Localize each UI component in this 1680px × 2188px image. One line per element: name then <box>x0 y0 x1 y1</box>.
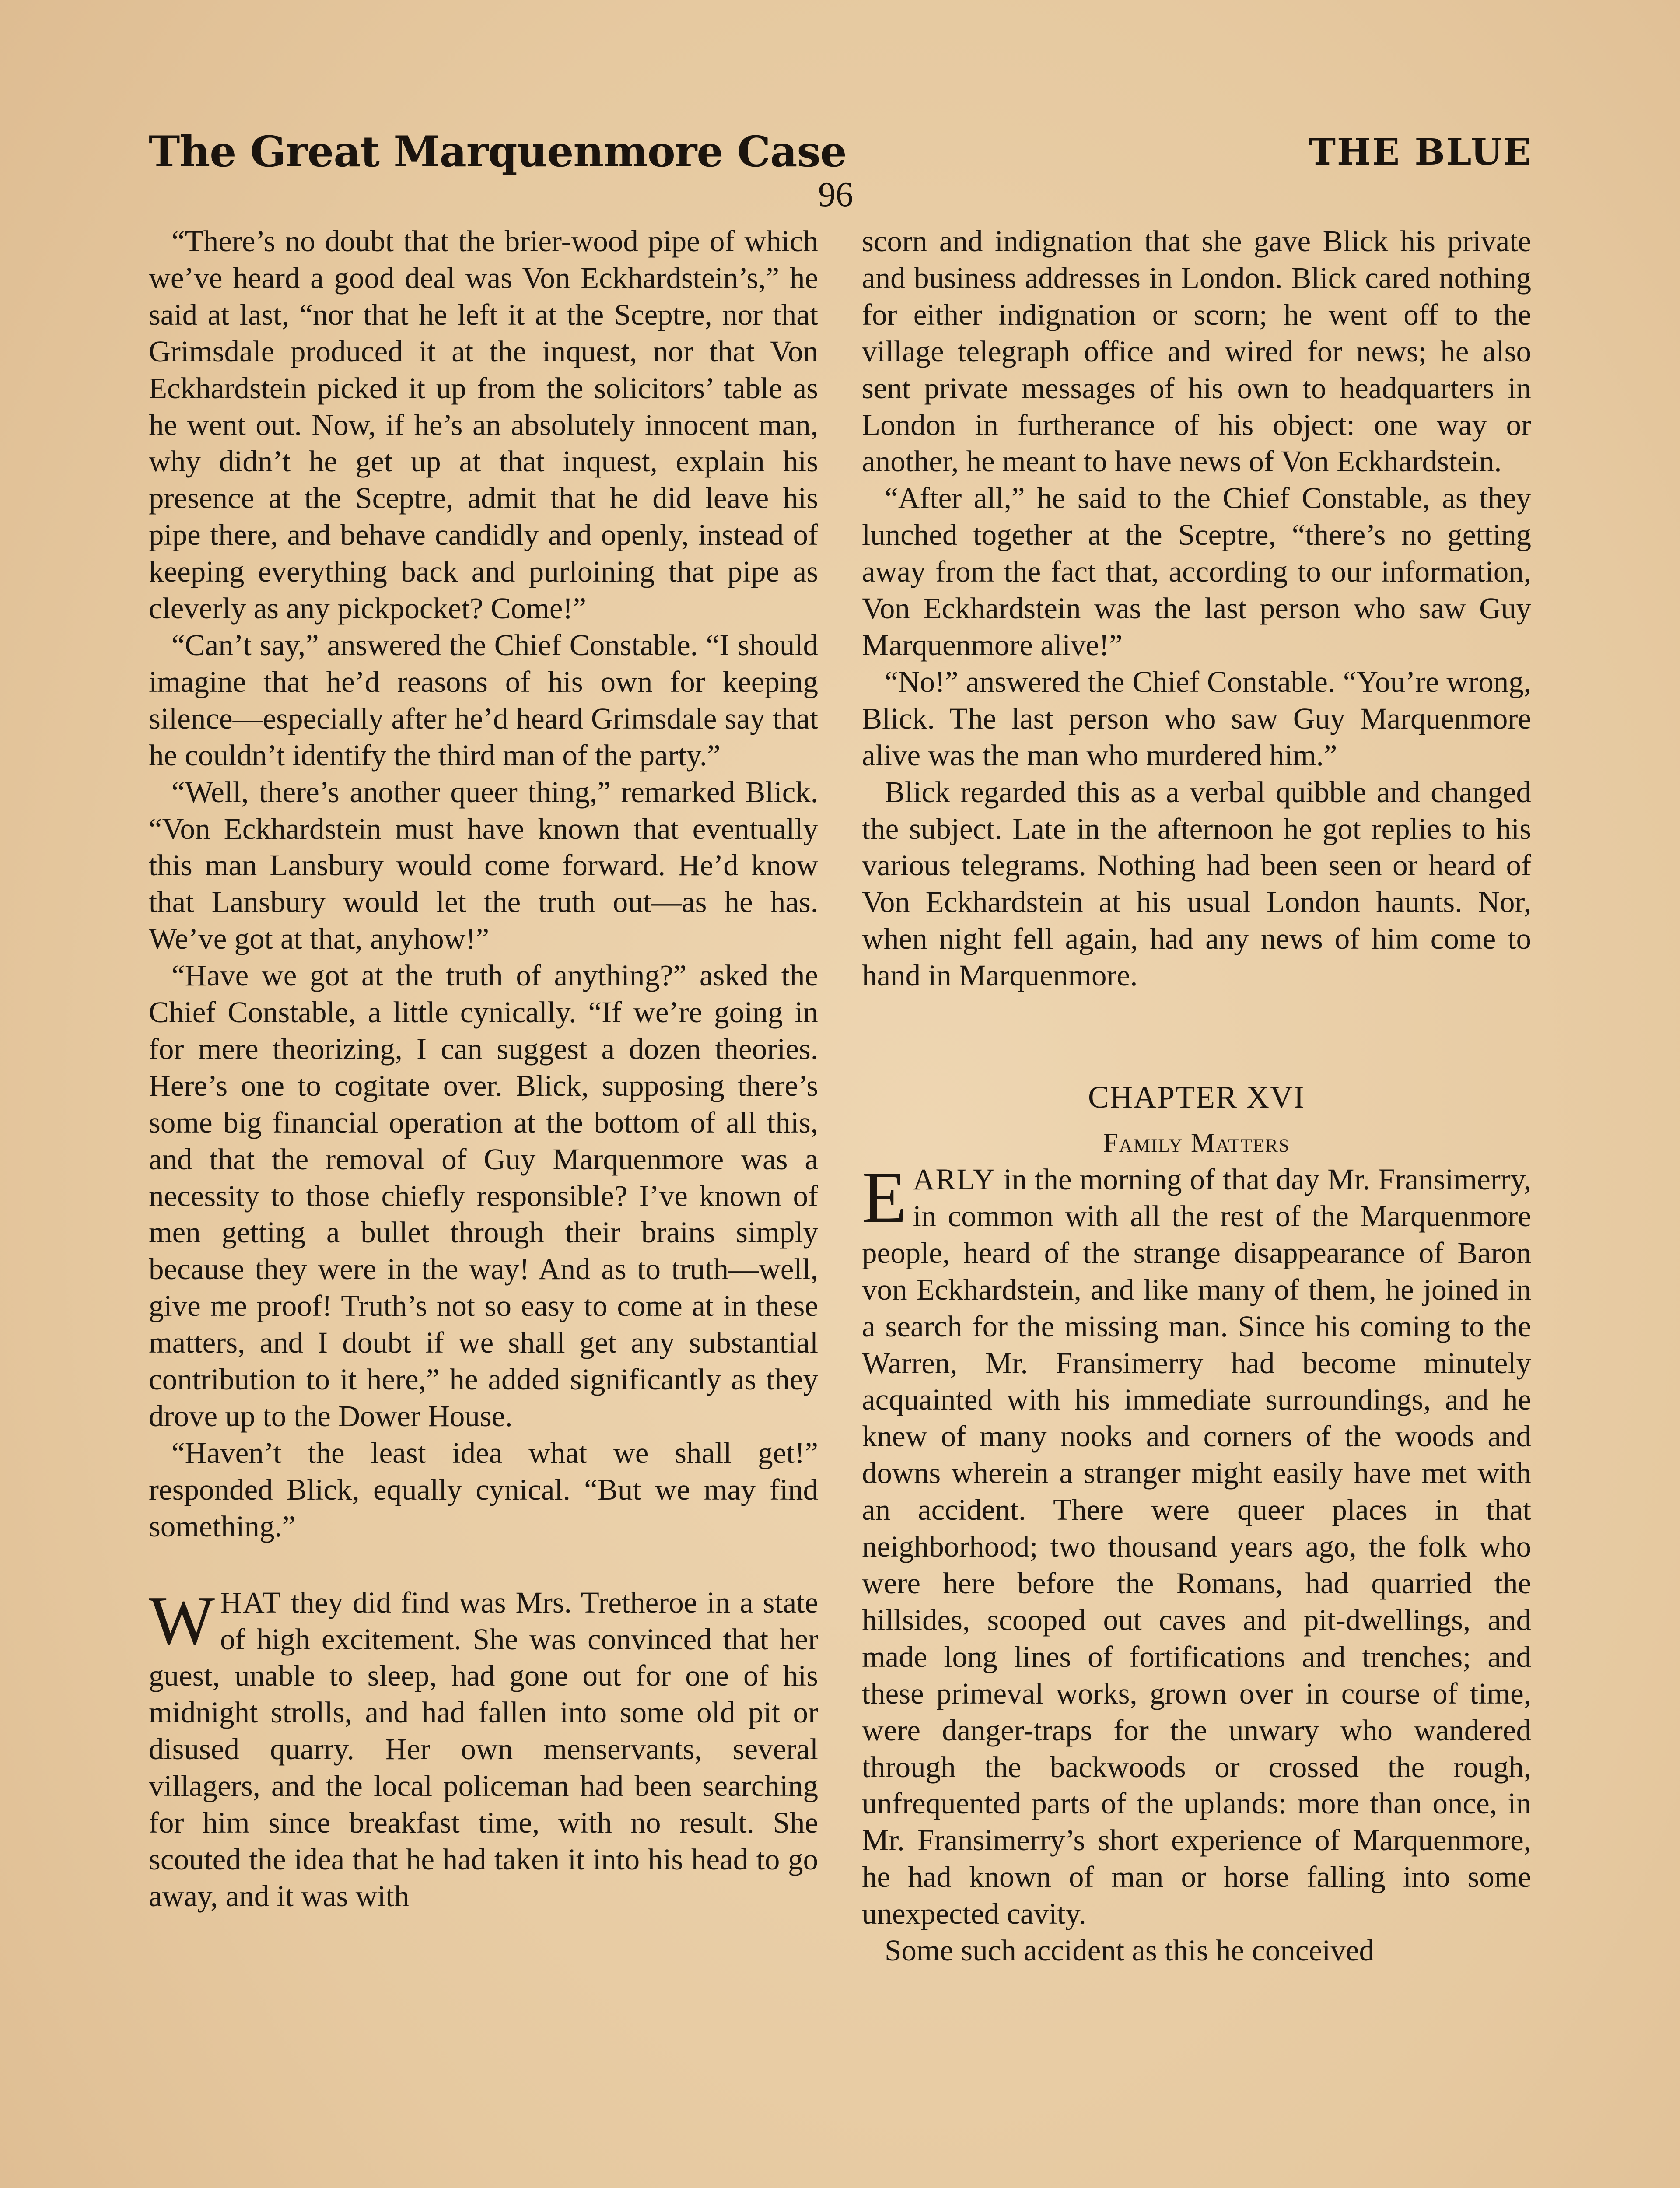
drop-cap-paragraph <box>149 1581 818 1915</box>
paragraph: “Haven’t the least idea what we shall get!” responded Blick, equally cynical. “But we may find something.” <box>149 1436 818 1543</box>
drop-cap-paragraph <box>862 1157 1531 1932</box>
paragraph: Blick regarded this as a verbal quibble and changed the subject. Late in the afternoon he got replies to his various telegrams. Nothing had been seen or heard of Von Eckhardstein at his usual London haunts. Nor, when night fell again, had any news of him come to hand in Marquenmore. <box>862 775 1531 992</box>
section-break <box>149 1545 818 1585</box>
paragraph: “There’s no doubt that the brier-wood pipe of which we’ve heard a good deal was Von Eckhardstein’s,” he said at last, “nor that he left it at the Sceptre, nor that Grimsdale produced it at the inquest, nor that Von Eckhardstein picked it up from the solicitors’ table as he went out. Now, if he’s an absolutely innocent man, why didn’t he get up at that inquest, explain his presence at the Sceptre, admit that he did leave his pipe there, and behave candidly and openly, instead of keeping everything back and purloining that pipe as cleverly as any pickpocket? Come!” <box>149 224 818 625</box>
paragraph: scorn and indignation that she gave Blick his private and business addresses in London. Blick cared nothing for either indignation or scorn; he went off to the village telegraph office and wired for news; he also sent private messages of his own to headquarters in London in furtherance of his object: one way or another, he meant to have news of Von Eckhardstein. <box>862 224 1531 478</box>
paragraph: “No!” answered the Chief Constable. “You’re wrong, Blick. The last person who saw Guy Marquenmore alive was the man who murdered him.” <box>862 665 1531 772</box>
paragraph: “After all,” he said to the Chief Constable, as they lunched together at the Sceptre, “there’s no getting away from the fact that, according to our information, Von Eckhardstein was the last person who saw Guy Marquenmore alive!” <box>862 481 1531 662</box>
running-title: The Great Marquenmore Case <box>149 127 847 176</box>
drop-cap: W <box>149 1581 215 1659</box>
paragraph-text: in the morning of that day Mr. Fransimerry, in common with all the rest of the Marquenmore people, heard of the strange disappearance of Baron von Eckhardstein, and like many of them, he joined in a search for the missing man. Since his coming to the Warren, Mr. Fransimerry had become minutely acquainted with his immediate surroundings, and he knew of many nooks and corners of the woods and downs wherein a stranger might easily have met with an accident. There were queer places in that neighborhood; two thousand years ago, the folk who were here before the Romans, had quarried the hillsides, scooped out caves and pit-dwellings, and made long lines of fortifications and trenches; and these primeval works, grown over in course of time, were danger-traps for the unwary who wandered through the backwoods or crossed the rough, unfrequented parts of the uplands: more than once, in Mr. Fransimerry’s short experience of Marquenmore, he had known of man or horse falling into some unexpected cavity. <box>862 1163 1531 1931</box>
right-column <box>862 223 1531 1969</box>
page-number: 96 <box>818 175 853 214</box>
chapter-heading: CHAPTER XVI <box>1088 1080 1305 1115</box>
paragraph: “Can’t say,” answered the Chief Constable. “I should imagine that he’d reasons of his own for keeping silence—especially after he’d heard Grimsdale say that he couldn’t identify the third man of the party.” <box>149 628 818 772</box>
paragraph: Some such accident as this he conceived <box>885 1934 1374 1967</box>
chapter-subtitle: Family Matters <box>1103 1128 1290 1158</box>
paragraph: “Well, there’s another queer thing,” remarked Blick. “Von Eckhardstein must have known that eventually this man Lansbury would come forward. He’d know that Lansbury would let the truth out—as he has. We’ve got at that, anyhow!” <box>149 775 818 956</box>
drop-cap: E <box>862 1157 907 1238</box>
magazine-name: THE BLUE <box>1309 131 1532 173</box>
left-column <box>149 223 818 1915</box>
small-caps-lead: ARLY <box>913 1163 996 1196</box>
paragraph-text: they did find was Mrs. Tretheroe in a state of high excitement. She was convinced that her guest, unable to sleep, had gone out for one of his midnight strolls, and had fallen into some old pit or disused quarry. Her own menservants, several villagers, and the local policeman had been searching for him since breakfast time, with no result. She scouted the idea that he had taken it into his head to go away, and it was with <box>149 1585 818 1913</box>
small-caps-lead: HAT <box>220 1585 282 1619</box>
paragraph: “Have we got at the truth of anything?” asked the Chief Constable, a little cynically. “If we’re going in for mere theorizing, I can suggest a dozen theories. Here’s one to cogitate over. Blick, supposing there’s some big financial operation at the bottom of all this, and that the removal of Guy Marquenmore was a necessity to those chiefly responsible? I’ve known of men getting a bullet through their brains simply because they were in the way! And as to truth—well, give me proof! Truth’s not so easy to come at in these matters, and I doubt if we shall get any substantial contribution to it here,” he added significantly as they drove up to the Dower House. <box>149 959 818 1433</box>
